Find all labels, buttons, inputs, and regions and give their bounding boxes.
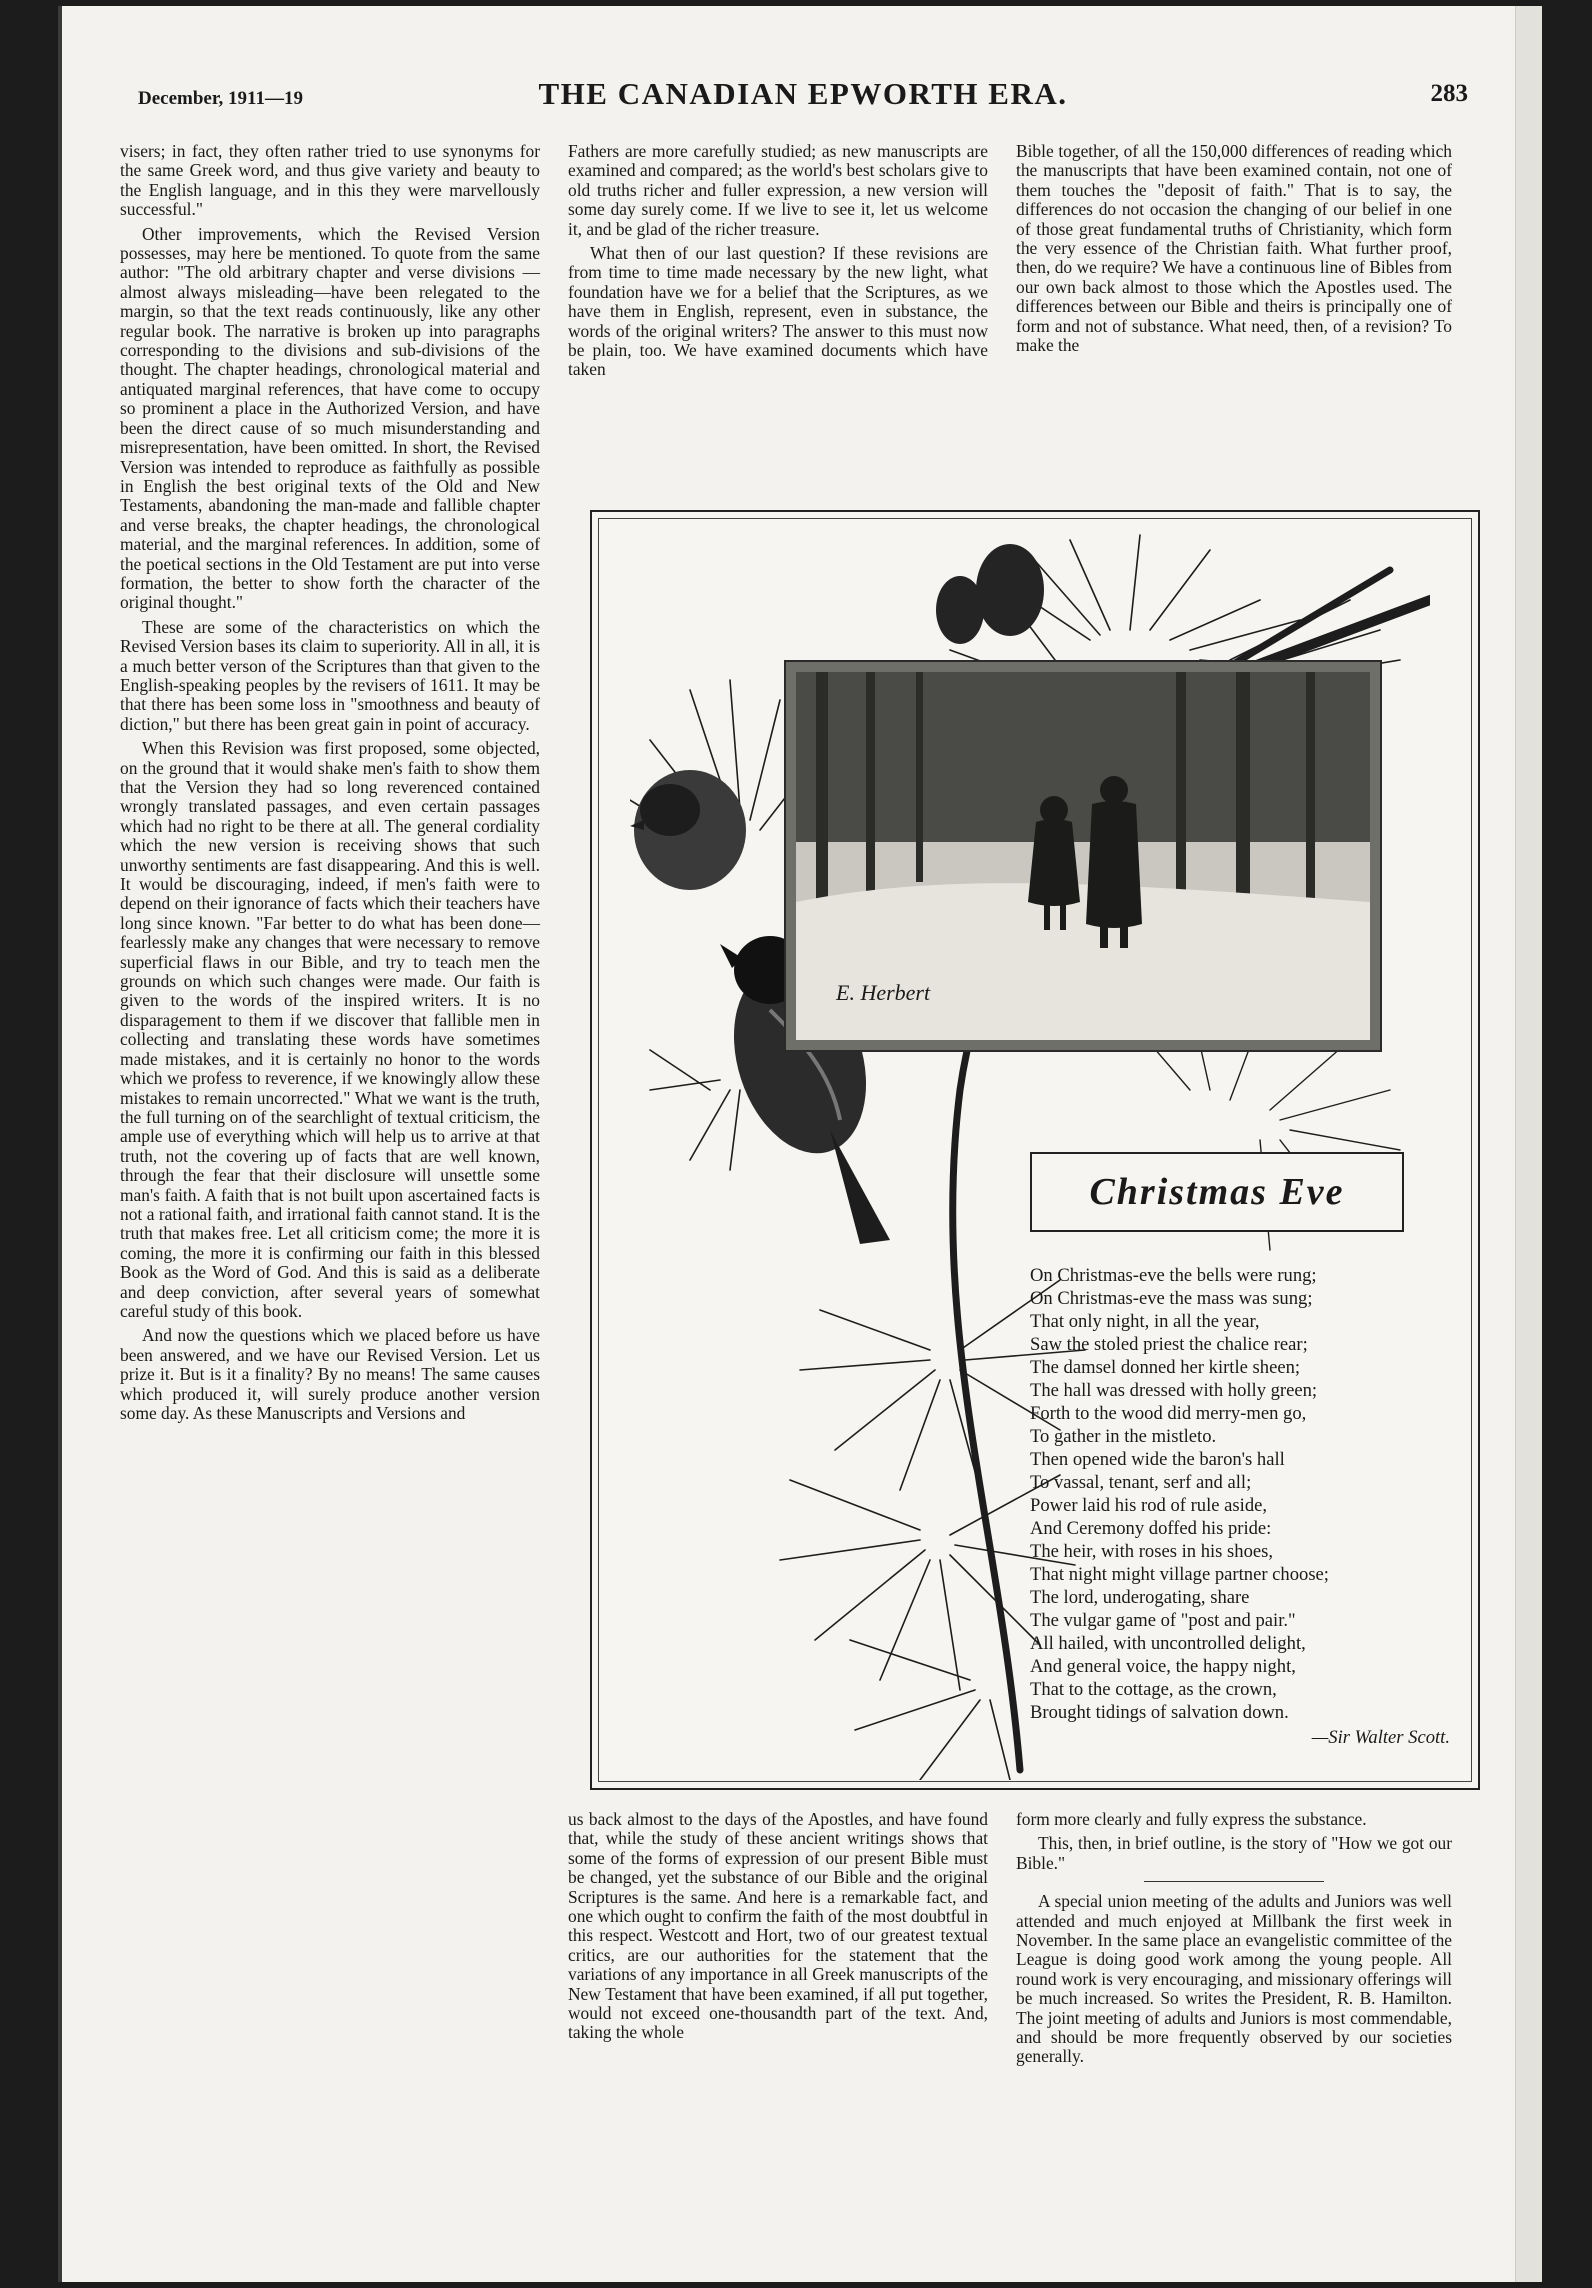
poem-line: All hailed, with uncontrolled delight, bbox=[1030, 1633, 1306, 1654]
paragraph: What then of our last question? If these revisions are from time to time made necessary by the new light, what foundation have we for a belief that the Scriptures, as we have them in English, represent, even in substance, the words of the original writers? The answer to this must now be plain, too. We have examined documents which have taken bbox=[568, 243, 988, 380]
poem-line: And general voice, the happy night, bbox=[1030, 1656, 1296, 1677]
poem-line: The damsel donned her kirtle sheen; bbox=[1030, 1357, 1301, 1378]
page-number: 283 bbox=[1430, 80, 1468, 107]
bird-body bbox=[634, 770, 746, 890]
poem-line: The hall was dressed with holly green; bbox=[1030, 1380, 1318, 1401]
issue-date: December, 1911—19 bbox=[138, 88, 303, 109]
column-2-top bbox=[568, 142, 988, 385]
poem-line: The heir, with roses in his shoes, bbox=[1030, 1541, 1274, 1562]
pine-cones bbox=[936, 544, 1044, 644]
poem-line: To gather in the mistleto. bbox=[1030, 1426, 1217, 1447]
magazine-page bbox=[58, 6, 1542, 2282]
winter-scene bbox=[796, 672, 1370, 1040]
painting-signature: E. Herbert bbox=[836, 980, 931, 1005]
poem-title-box bbox=[1030, 1152, 1404, 1232]
paragraph: visers; in fact, they often rather tried to use synonyms for the same Greek word, and thus give variety and beauty to the English language, and in this they were marvellously successful." bbox=[120, 141, 540, 220]
page-edge bbox=[1515, 6, 1542, 2282]
column-3-bottom bbox=[1016, 1810, 1452, 2072]
section-divider bbox=[1144, 1881, 1324, 1882]
poem-line: The vulgar game of "post and pair." bbox=[1030, 1610, 1296, 1631]
paragraph: A special union meeting of the adults and Juniors was well attended and much enjoyed at Millbank the first week in November. In the same place an evangelistic committee of the League is doing good work among the young people. All round work is very encouraging, and missionary offerings will be much increased. So writes the President, R. B. Hamilton. The joint meeting of adults and Juniors is most commendable, and should be more frequently observed by our societies generally. bbox=[1016, 1891, 1452, 2067]
running-head bbox=[138, 76, 1468, 120]
binding-gutter bbox=[58, 6, 62, 2282]
bird-upper bbox=[630, 770, 746, 890]
bird-tail bbox=[830, 1130, 890, 1244]
poem-line: Power laid his rod of rule aside, bbox=[1030, 1495, 1268, 1516]
poem-line: Forth to the wood did merry-men go, bbox=[1030, 1403, 1307, 1424]
pine-cone bbox=[936, 576, 984, 644]
poem-line: That only night, in all the year, bbox=[1030, 1311, 1260, 1332]
poem-line: The lord, underogating, share bbox=[1030, 1587, 1250, 1608]
poem-line: Saw the stoled priest the chalice rear; bbox=[1030, 1334, 1308, 1355]
poem-line: That to the cottage, as the crown, bbox=[1030, 1679, 1277, 1700]
poem-attribution: —Sir Walter Scott. bbox=[1311, 1727, 1450, 1748]
column-2-bottom bbox=[568, 1810, 988, 2048]
poem-line: Brought tidings of salvation down. bbox=[1030, 1702, 1289, 1723]
paragraph: Fathers are more carefully studied; as new manuscripts are examined and compared; as the world's best scholars give to old truths richer and fuller expression, a new version will some day surely come. If we live to see it, let us welcome it, and be glad of the richer treasure. bbox=[568, 141, 988, 239]
paragraph: These are some of the characteristics on which the Revised Version bases its claim to superiority. All in all, it is a much better verson of the Scriptures than that given to the English-speaking peoples by the revisers of 1611. It may be that there has been some loss in "smoothness and beauty of diction," but there has been great gain in point of accuracy. bbox=[120, 616, 540, 734]
column-3-top bbox=[1016, 142, 1452, 360]
pine-cone bbox=[976, 544, 1044, 636]
magazine-title: THE CANADIAN EPWORTH ERA. bbox=[538, 76, 1068, 111]
paragraph: Bible together, of all the 150,000 differences of reading which the manuscripts that have been examined contain, not one of them touches the "deposit of faith." That is to say, the differences do not occasion the changing of our belief in one of those great fundamental truths of Christianity, which form the very essence of the Christian faith. What further proof, then, do we require? We have a continuous line of Bibles from our own back almost to those which the Apostles used. The differences between our Bible and theirs is principally one of form and not of substance. What need, then, of a revision? To make the bbox=[1016, 141, 1452, 356]
paragraph: This, then, in brief outline, is the story of "How we got our Bible." bbox=[1016, 1833, 1452, 1873]
poem-line: That night might village partner choose; bbox=[1030, 1564, 1329, 1585]
paragraph: form more clearly and fully express the substance. bbox=[1016, 1809, 1367, 1829]
winter-painting bbox=[786, 662, 1380, 1050]
poem bbox=[1030, 1264, 1450, 1749]
poem-line: On Christmas-eve the mass was sung; bbox=[1030, 1288, 1313, 1309]
poem-line: Then opened wide the baron's hall bbox=[1030, 1449, 1285, 1470]
paragraph: And now the questions which we placed before us have been answered, and we have our Revised Version. Let us prize it. But is it a finality? By no means! The same causes which produced it, will surely produce another version some day. As these Manuscripts and Versions and bbox=[120, 1325, 540, 1423]
poem-line: To vassal, tenant, serf and all; bbox=[1030, 1472, 1252, 1493]
paragraph: When this Revision was first proposed, some objected, on the ground that it would shake men's faith to show them that the Version they had so long reverenced contained wrongly translated passages, and even certain passages which had no right to be there at all. The general cordiality which the new version is receiving shows that such unworthy sentiments are fast disappearing. And this is well. It would be discouraging, indeed, if men's faith were to depend on their ignorance of facts which their teachers have long since known. "Far better to do what has been done—fearlessly make any changes that were necessary to remove superficial flaws in our Bible, and try to teach men the grounds on which such changes were made. Our faith is given to the words of the inspired writers. It is no disparagement to them if we discover that fallible men in collecting and translating these words have sometimes made mistakes, and it is certainly no honor to the words which we profess to reverence, if we knowingly allow these mistakes to remain uncorrected." What we want is the truth, the full turning on of the searchlight of textual criticism, the ample use of everything which will help us to arrive at that truth, not the covering up of facts that are well known, through the fear that their disclosure will unsettle some man's faith. A faith that is not built upon ascertained facts is not a rational faith, and irrational faith cannot stand. It is the truth that makes free. Let all criticism come; the more it is coming, the more it is confirming our faith in this blessed Book as the Word of God. And this is said as a deliberate and deep conviction, after several years of somewhat careful study of this book. bbox=[120, 738, 540, 1321]
snowy-path bbox=[796, 883, 1370, 1040]
bird-head bbox=[640, 784, 700, 836]
forest-backdrop bbox=[796, 672, 1370, 842]
poem-line: On Christmas-eve the bells were rung; bbox=[1030, 1265, 1317, 1286]
poem-line: And Ceremony doffed his pride: bbox=[1030, 1518, 1272, 1539]
paragraph: Other improvements, which the Revised Version possesses, may here be mentioned. To quote from the same author: "The old arbitrary chapter and verse divisions —almost always misleading—have been relegated to the margin, so that the text reads continuously, like any other regular book. The narrative is broken up into paragraphs corresponding to the divisions and sub-divisions of the thought. The chapter headings, chronological material and antiquated marginal references, that have come to occupy so prominent a place in the Authorized Version, and have been the direct cause of so much misunderstanding and misrepresentation, have been omitted. In short, the Revised Version was intended to reproduce as faithfully as possible in English the best original texts of the Old and New Testaments, abandoning the man-made and fallible chapter and verse breaks, the chapter headings, the chronological material, and the marginal references. In addition, some of the poetical sections in the Old Testament are put into verse formation, the better to show forth the character of the original thought." bbox=[120, 223, 540, 613]
poem-title: Christmas Eve bbox=[1089, 1171, 1345, 1213]
column-1 bbox=[120, 142, 540, 1428]
paragraph: us back almost to the days of the Apostles, and have found that, while the study of these ancient writings shows that some of the forms of expression of our present Bible must be changed, yet the substance of our Bible and the original Scriptures is the same. And here is a remarkable fact, and one which ought to confirm the faith of the most doubtful in this respect. Westcott and Hort, two of our greatest textual critics, are our authorities for the statement that the variations of any importance in all Greek manuscripts of the New Testament that have been examined, if all put together, would not exceed one-thousandth part of the text. And, taking the whole bbox=[568, 1809, 988, 2043]
